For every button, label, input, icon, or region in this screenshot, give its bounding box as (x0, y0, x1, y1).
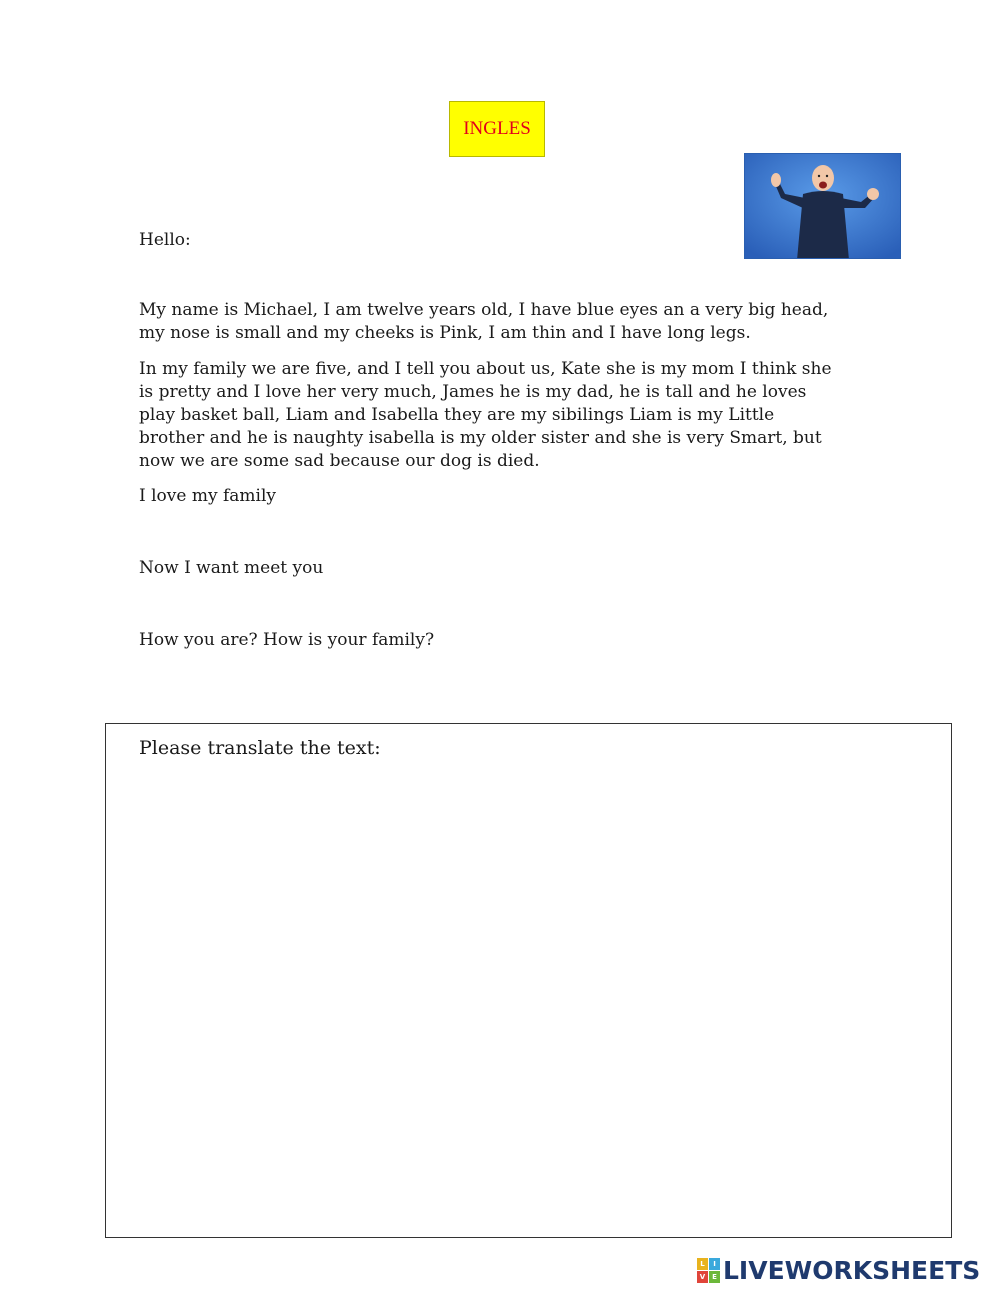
paragraph-intro: My name is Michael, I am twelve years old, I have blue eyes an a very big head, my nose is small and my cheeks is Pink, I am thin and I have long legs. (139, 300, 829, 343)
logo-text: LIVEWORKSHEETS (723, 1255, 981, 1285)
logo-cube-v: V (697, 1271, 708, 1283)
paragraph-question: How you are? How is your family? (139, 630, 435, 650)
logo-cube-e: E (709, 1271, 720, 1283)
translation-prompt: Please translate the text: (139, 737, 381, 759)
worksheet-title-text: INGLES (463, 118, 531, 139)
worksheet-title (449, 101, 545, 157)
logo-cube-l: L (697, 1258, 708, 1270)
paragraph-love: I love my family (139, 486, 277, 506)
logo-cube-i: I (709, 1258, 720, 1270)
greeting: Hello: (139, 230, 191, 250)
paragraph-family: In my family we are five, and I tell you about us, Kate she is my mom I think she is pretty and I love her very much, James he is my dad, he is tall and he loves play basket ball, Liam and Isabella they are my sibilings Liam is my Little brother and he is naughty isabella is my older sister and she is very Smart, but now we are some sad because our dog is died. (139, 359, 832, 471)
liveworksheets-logo (697, 1255, 980, 1285)
translation-answer-box[interactable] (105, 723, 952, 1238)
paragraph-meet: Now I want meet you (139, 558, 324, 578)
logo-cubes-icon (697, 1258, 720, 1283)
